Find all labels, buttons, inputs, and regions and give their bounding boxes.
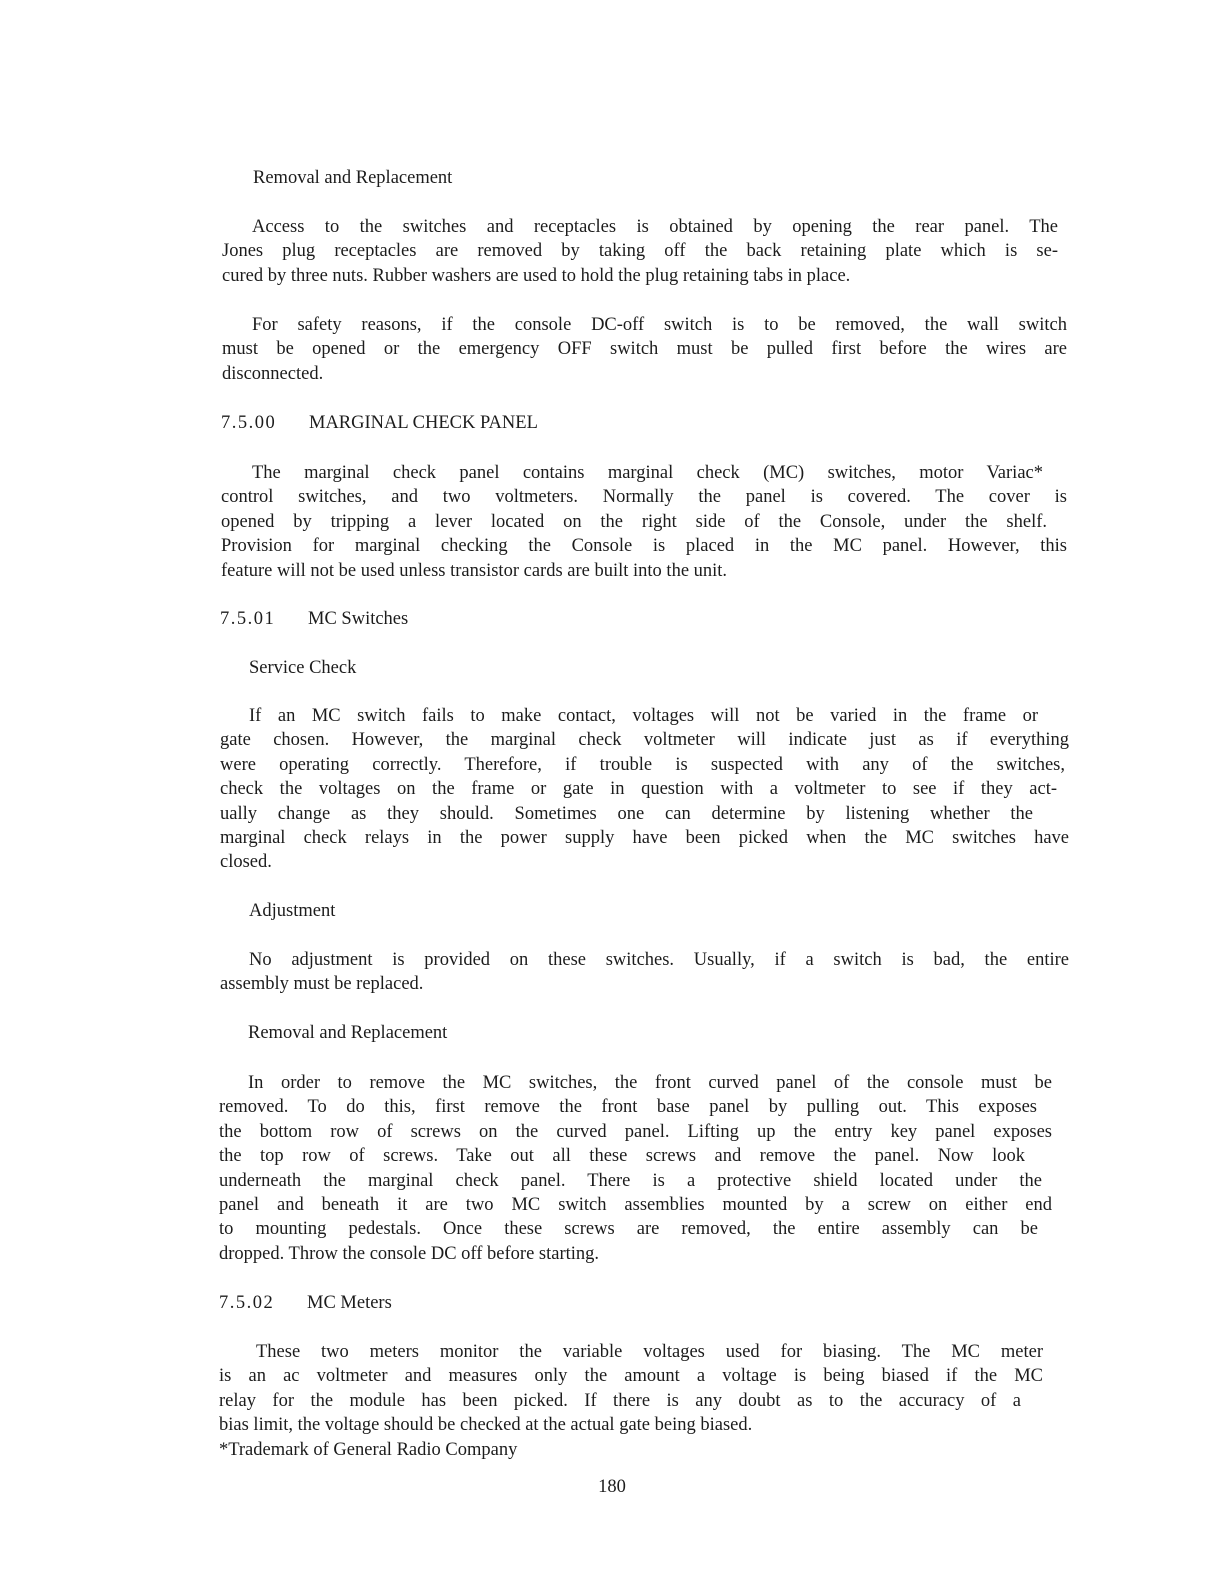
subheading-adjustment: Adjustment <box>249 901 336 921</box>
subheading-removal-replacement-mc: Removal and Replacement <box>248 1023 448 1043</box>
subheading-removal-replacement-top: Removal and Replacement <box>253 168 453 188</box>
section-title: MC Meters <box>307 1293 392 1313</box>
text-line: is an ac voltmeter and measures only the amount a voltage is being biased if the MC <box>219 1366 1043 1387</box>
text-line: disconnected. <box>222 363 324 384</box>
text-line: dropped. Throw the console DC off before starting. <box>219 1243 600 1264</box>
text-line: No adjustment is provided on these switches. Usually, if a switch is bad, the entire <box>249 950 1069 970</box>
section-title: MARGINAL CHECK PANEL <box>309 413 538 433</box>
section-number: 7.5.00 <box>221 413 277 433</box>
text-line: opened by tripping a lever located on the right side of the Console, under the shelf. <box>221 511 1047 532</box>
section-number: 7.5.01 <box>220 609 276 629</box>
paragraph-removal-mc <box>219 1071 1052 1266</box>
section-title: MC Switches <box>308 609 409 629</box>
text-line: These two meters monitor the variable voltages used for biasing. The MC meter <box>256 1342 1043 1362</box>
text-line: bias limit, the voltage should be checked at the actual gate being biased. <box>219 1415 753 1436</box>
section-heading-7-5-01 <box>220 607 408 631</box>
text-line: The marginal check panel contains marginal check (MC) switches, motor Variac* <box>252 463 1043 483</box>
paragraph-mc-meters <box>219 1340 1043 1438</box>
text-line: In order to remove the MC switches, the front curved panel of the console must be <box>248 1073 1052 1093</box>
text-line: were operating correctly. Therefore, if trouble is suspected with any of the switches, <box>220 754 1065 775</box>
text-line: closed. <box>220 852 272 873</box>
text-line: marginal check relays in the power supply have been picked when the MC switches have <box>220 828 1069 849</box>
paragraph-marginal-check-panel <box>221 461 1067 583</box>
text-line: check the voltages on the frame or gate in question with a voltmeter to see if they act- <box>220 779 1057 800</box>
text-line: gate chosen. However, the marginal check voltmeter will indicate just as if everything <box>220 730 1069 751</box>
page-number: 180 <box>598 1477 626 1497</box>
text-line: Access to the switches and receptacles is obtained by opening the rear panel. The <box>252 217 1058 237</box>
text-line: must be opened or the emergency OFF switch must be pulled first before the wires are <box>222 339 1067 360</box>
text-line: panel and beneath it are two MC switch assemblies mounted by a screw on either end <box>219 1195 1052 1216</box>
section-heading-7-5-00 <box>221 411 538 435</box>
paragraph-service-check <box>220 704 1069 875</box>
text-line: to mounting pedestals. Once these screws are removed, the entire assembly can be <box>219 1219 1038 1240</box>
text-line: assembly must be replaced. <box>220 974 424 995</box>
paragraph-adjustment <box>220 948 1069 997</box>
text-line: If an MC switch fails to make contact, voltages will not be varied in the frame or <box>249 706 1038 726</box>
section-number: 7.5.02 <box>219 1293 275 1313</box>
text-line: the bottom row of screws on the curved panel. Lifting up the entry key panel exposes <box>219 1121 1052 1142</box>
text-line: For safety reasons, if the console DC-off switch is to be removed, the wall switch <box>252 315 1067 335</box>
footnote: *Trademark of General Radio Company <box>219 1440 518 1460</box>
text-line: underneath the marginal check panel. There is a protective shield located under the <box>219 1170 1042 1191</box>
text-line: cured by three nuts. Rubber washers are used to hold the plug retaining tabs in place. <box>222 265 851 286</box>
text-line: the top row of screws. Take out all these screws and remove the panel. Now look <box>219 1146 1025 1167</box>
text-line: removed. To do this, first remove the front base panel by pulling out. This exposes <box>219 1097 1037 1118</box>
text-line: relay for the module has been picked. If there is any doubt as to the accuracy of a <box>219 1390 1021 1411</box>
paragraph-safety <box>222 313 1067 386</box>
section-heading-7-5-02 <box>219 1291 392 1315</box>
text-line: ually change as they should. Sometimes one can determine by listening whether the <box>220 803 1033 824</box>
text-line: control switches, and two voltmeters. Normally the panel is covered. The cover is <box>221 487 1067 508</box>
text-line: Jones plug receptacles are removed by taking off the back retaining plate which is se- <box>222 241 1058 262</box>
text-line: feature will not be used unless transistor cards are built into the unit. <box>221 560 728 581</box>
paragraph-access <box>222 215 1058 288</box>
text-line: Provision for marginal checking the Console is placed in the MC panel. However, this <box>221 536 1067 557</box>
subheading-service-check: Service Check <box>249 658 357 678</box>
